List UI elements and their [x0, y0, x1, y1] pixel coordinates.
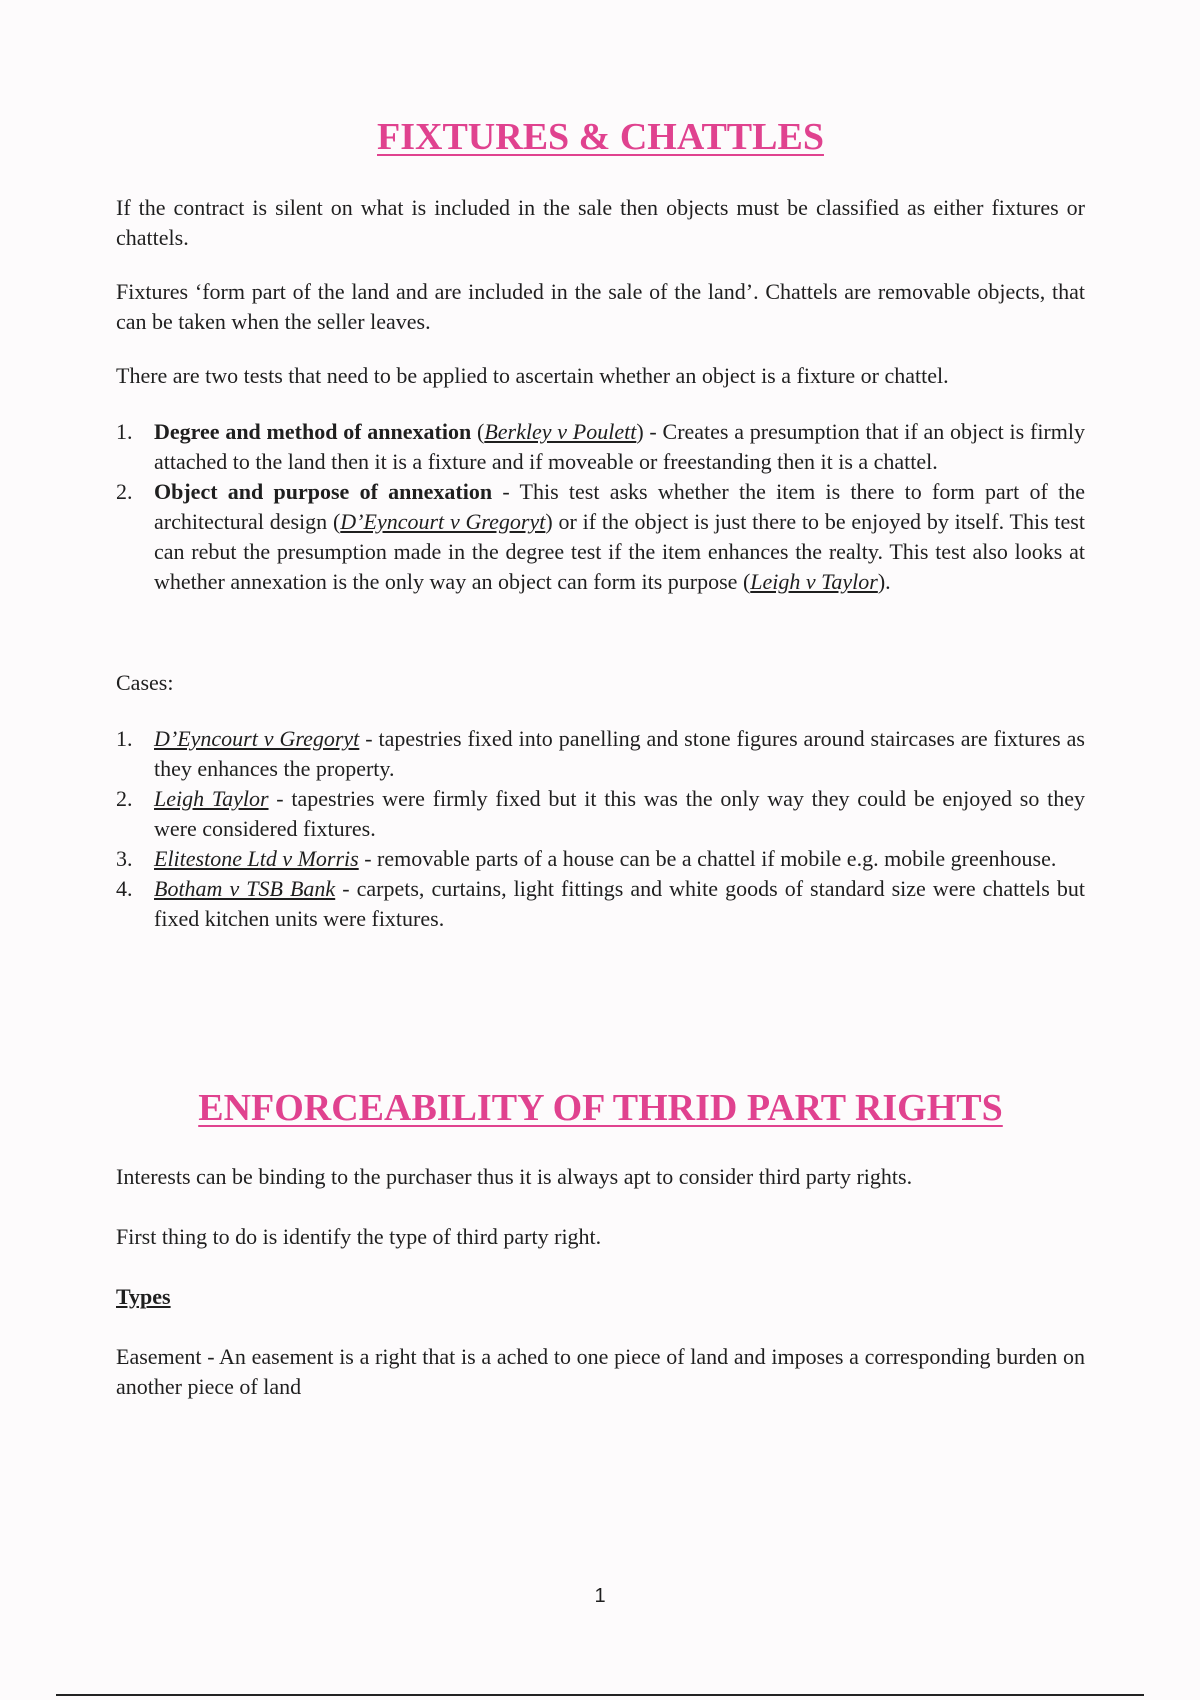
test-text: - This test asks whether the item is there to form part of the architectural design (	[154, 479, 1085, 534]
tests-intro-text: There are two tests that need to be applied to ascertain whether an object is a fixture or chattel.	[116, 363, 949, 388]
case-citation: Leigh v Taylor	[750, 569, 878, 594]
test-item-number: 2.	[116, 479, 133, 504]
case-item-number: 2.	[116, 786, 133, 811]
case-item-number: 3.	[116, 846, 133, 871]
section-title-fixtures	[116, 115, 1085, 159]
cases-list	[116, 724, 1085, 934]
case-item-4	[116, 874, 1085, 934]
tests-intro-paragraph	[116, 361, 1085, 391]
test-item-number: 1.	[116, 419, 133, 444]
case-item-number: 1.	[116, 726, 133, 751]
case-item-1	[116, 724, 1085, 784]
intro-paragraph	[116, 193, 1085, 253]
test-heading: Object and purpose of annexation	[154, 479, 493, 504]
tests-list	[116, 417, 1085, 597]
test-item-1	[116, 417, 1085, 477]
case-item-2	[116, 784, 1085, 844]
intro-paragraph-text: If the contract is silent on what is included in the sale then objects must be classified as either fixtures or chattels.	[116, 195, 1085, 250]
case-text: - tapestries fixed into panelling and stone figures around staircases are fixtures as they enhances the property.	[154, 726, 1085, 781]
easement-text: Easement - An easement is a right that is a ached to one piece of land and imposes a corresponding burden on another piece of land	[116, 1344, 1085, 1399]
footer-divider	[56, 1694, 1144, 1696]
test-text: (	[471, 419, 485, 444]
case-text: - tapestries were firmly fixed but it this was the only way they could be enjoyed so they were considered fixtures.	[154, 786, 1085, 841]
easement-paragraph	[116, 1342, 1085, 1402]
types-heading	[116, 1282, 1085, 1312]
case-citation: D’Eyncourt v Gregoryt	[340, 509, 546, 534]
test-text: ) - Creates a presumption that if an object is firmly attached to the land then it is a fixture and if moveable or freestanding then it is a chattel.	[154, 419, 1085, 474]
interests-paragraph	[116, 1162, 1085, 1192]
case-text: - removable parts of a house can be a chattel if mobile e.g. mobile greenhouse.	[358, 846, 1057, 871]
fixtures-definition-text: Fixtures ‘form part of the land and are included in the sale of the land’. Chattels are removable objects, that can be taken when the seller leaves.	[116, 279, 1085, 334]
interests-text: Interests can be binding to the purchaser thus it is always apt to consider third party rights.	[116, 1164, 913, 1189]
fixtures-definition-paragraph	[116, 277, 1085, 337]
test-item-2	[116, 477, 1085, 597]
case-item-number: 4.	[116, 876, 133, 901]
page-number: 1	[594, 1585, 606, 1607]
test-text: ).	[877, 569, 891, 594]
case-citation: D’Eyncourt v Gregoryt	[154, 726, 360, 751]
case-citation: Elitestone Ltd v Morris	[154, 846, 359, 871]
test-heading: Degree and method of annexation	[154, 419, 472, 444]
case-citation: Leigh Taylor	[154, 786, 269, 811]
cases-label-text: Cases:	[116, 670, 174, 695]
identify-text: First thing to do is identify the type of third party right.	[116, 1224, 602, 1249]
cases-label	[116, 668, 1085, 698]
case-item-3	[116, 844, 1085, 874]
section-title-third-party-text: ENFORCEABILITY OF THRID PART RIGHTS	[198, 1087, 1003, 1129]
case-text: - carpets, curtains, light fittings and white goods of standard size were chattels but fixed kitchen units were fixtures.	[154, 876, 1085, 931]
test-text: ) or if the object is just there to be enjoyed by itself. This test can rebut the presumption made in the degree test if the item enhances the realty. This test also looks at whether annexation is the only way an object can form its purpose (	[154, 509, 1085, 594]
case-citation: Berkley v Poulett	[484, 419, 637, 444]
types-heading-text: Types	[116, 1284, 171, 1309]
case-citation: Botham v TSB Bank	[154, 876, 336, 901]
section-title-fixtures-text: FIXTURES & CHATTLES	[377, 116, 824, 158]
section-title-third-party	[116, 1086, 1085, 1130]
identify-paragraph	[116, 1222, 1085, 1252]
